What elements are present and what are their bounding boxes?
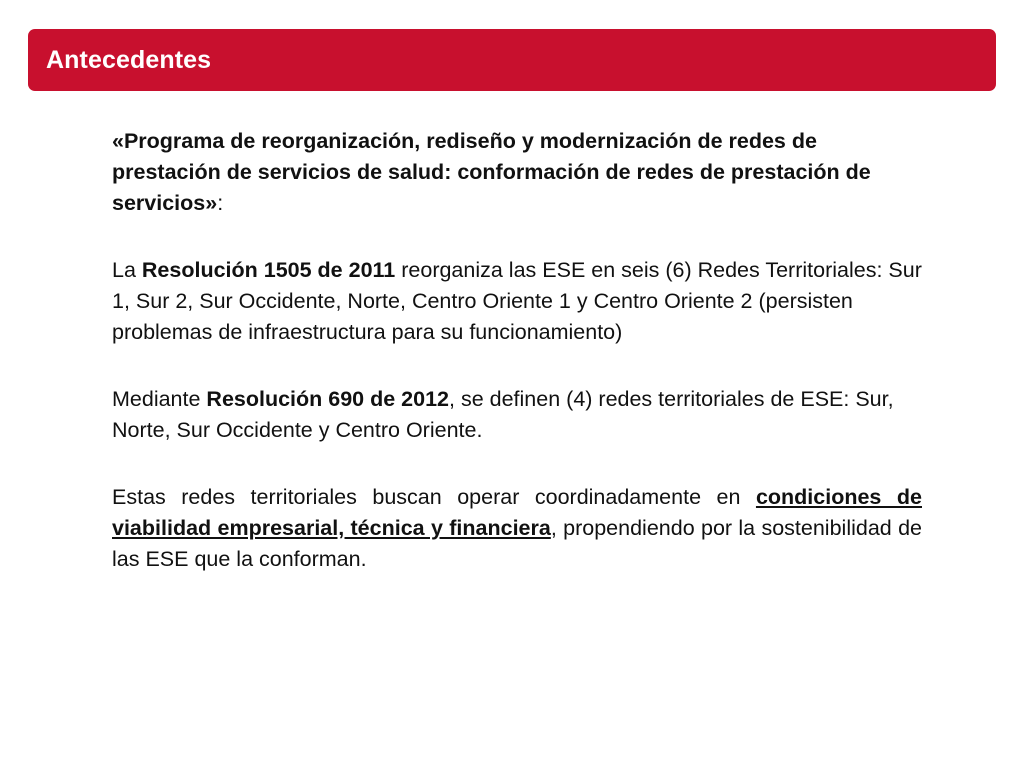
paragraph-resolution-1505: [112, 255, 922, 348]
program-colon: :: [217, 191, 224, 215]
paragraph-territorial-networks: [112, 482, 922, 575]
slide-title: Antecedentes: [46, 45, 212, 74]
resolution-690: Resolución 690 de 2012: [206, 387, 450, 411]
p2-rest: reorganiza las ESE en seis (6) Redes Territoriales: Sur 1, Sur 2, Sur Occidente, Norte, Centro Oriente 1 y Centro Oriente 2 (persisten problemas de infraestructura para su funcionamiento): [112, 258, 922, 344]
p4-rest: , propendiendo por la sostenibilidad de las ESE que la conforman.: [112, 516, 922, 571]
viability-conditions: condiciones de viabilidad empresarial, técnica y financiera: [112, 485, 922, 540]
title-bar: [28, 29, 996, 91]
paragraph-resolution-690: [112, 384, 922, 446]
program-name: «Programa de reorganización, rediseño y modernización de redes de prestación de servicios de salud: conformación de redes de prestación de servicios»: [112, 129, 871, 215]
slide-body: [112, 126, 922, 611]
paragraph-program: [112, 126, 922, 219]
p2-lead: La: [112, 258, 142, 282]
p3-rest: , se definen (4) redes territoriales de ESE: Sur, Norte, Sur Occidente y Centro Oriente.: [112, 387, 894, 442]
p4-lead: Estas redes territoriales buscan operar coordinadamente en: [112, 485, 756, 509]
p3-lead: Mediante: [112, 387, 207, 411]
resolution-1505: Resolución 1505 de 2011: [141, 258, 396, 282]
